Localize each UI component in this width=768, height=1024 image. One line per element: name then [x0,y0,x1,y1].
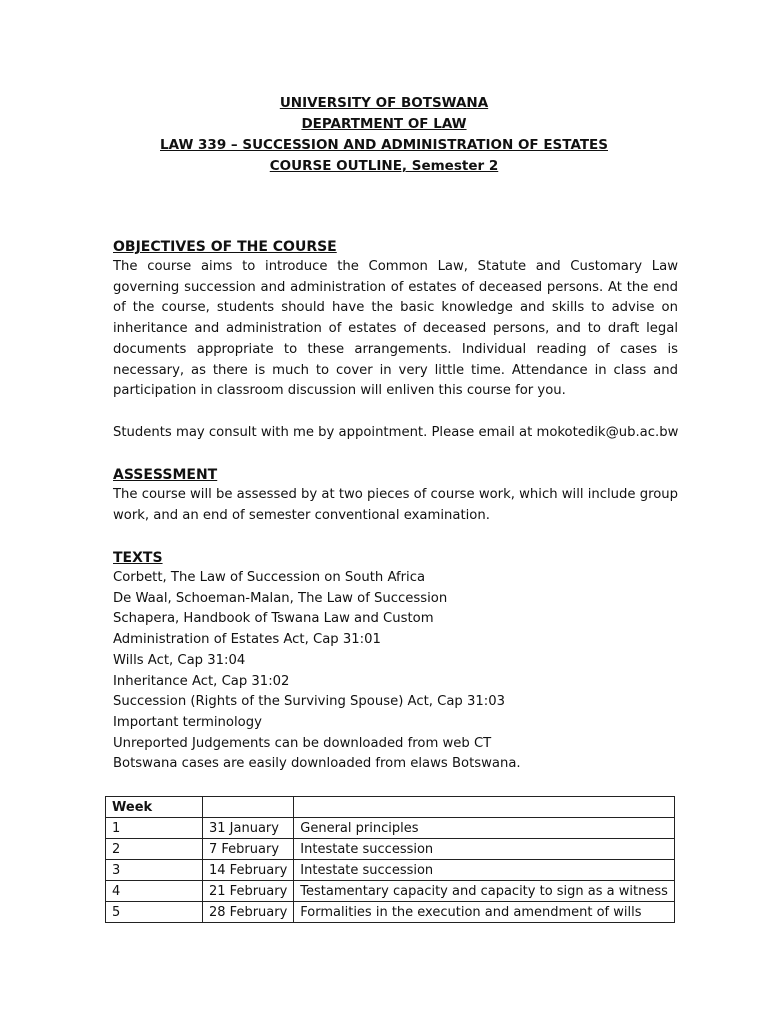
assessment-section [113,465,678,526]
table-row [106,902,675,923]
assessment-heading: ASSESSMENT [113,467,218,483]
date-cell: 28 February [203,902,294,923]
header-topic [294,797,675,818]
objectives-section [113,237,678,402]
header-week: Week [106,797,203,818]
table-row [106,818,675,839]
university-name: UNIVERSITY OF BOTSWANA [279,95,489,111]
document-header [0,93,768,177]
table-row [106,860,675,881]
text-item: Schapera, Handbook of Tswana Law and Custom [113,611,434,627]
text-item: Administration of Estates Act, Cap 31:01 [113,632,381,648]
topic-cell: Intestate succession [294,839,675,860]
text-item: Corbett, The Law of Succession on South Africa [113,570,426,585]
assessment-paragraph: The course will be assessed by at two pieces of course work, which will include group work, and an end of semester conventional examination. [113,487,678,523]
week-cell: 2 [106,839,203,860]
consult-text: Students may consult with me by appointment. Please email at mokotedik@ub.ac.bw [113,425,679,440]
week-cell: 4 [106,881,203,902]
topic-cell: General principles [294,818,675,839]
text-item: Unreported Judgements can be downloaded from web CT [113,735,492,751]
topic-cell: Testamentary capacity and capacity to sign as a witness [294,881,675,902]
consult-section [113,423,678,444]
text-item: Important terminology [113,714,262,730]
texts-section [113,548,678,775]
text-item: Wills Act, Cap 31:04 [113,652,246,668]
course-title: LAW 339 – SUCCESSION AND ADMINISTRATION OF ESTATES [160,137,608,153]
text-item: Botswana cases are easily downloaded from elaws Botswana. [113,756,521,772]
text-item: Succession (Rights of the Surviving Spouse) Act, Cap 31:03 [113,694,505,710]
objectives-heading: OBJECTIVES OF THE COURSE [113,239,337,255]
table-header-row [106,797,675,818]
text-item: Inheritance Act, Cap 31:02 [113,673,290,689]
date-cell: 31 January [203,818,294,839]
table-row [106,881,675,902]
week-cell: 3 [106,860,203,881]
topic-cell: Intestate succession [294,860,675,881]
date-cell: 14 February [203,860,294,881]
department-name: DEPARTMENT OF LAW [301,116,467,132]
week-cell: 5 [106,902,203,923]
week-cell: 1 [106,818,203,839]
course-outline-title: COURSE OUTLINE, Semester 2 [269,158,499,174]
text-item: De Waal, Schoeman-Malan, The Law of Succession [113,590,448,606]
texts-heading: TEXTS [113,550,163,566]
topic-cell: Formalities in the execution and amendment of wills [294,902,675,923]
date-cell: 7 February [203,839,294,860]
schedule-table [105,796,675,923]
objectives-paragraph: The course aims to introduce the Common Law, Statute and Customary Law governing succession and administration of estates of deceased persons. At the end of the course, students should have the basic knowledge and skills to advise on inheritance and administration of estates of deceased persons, and to draft legal documents appropriate to these arrangements. Individual reading of cases is necessary, as there is much to cover in very little time. Attendance in class and participation in classroom discussion will enliven this course for you. [113,259,678,399]
table-row [106,839,675,860]
date-cell: 21 February [203,881,294,902]
header-date [203,797,294,818]
